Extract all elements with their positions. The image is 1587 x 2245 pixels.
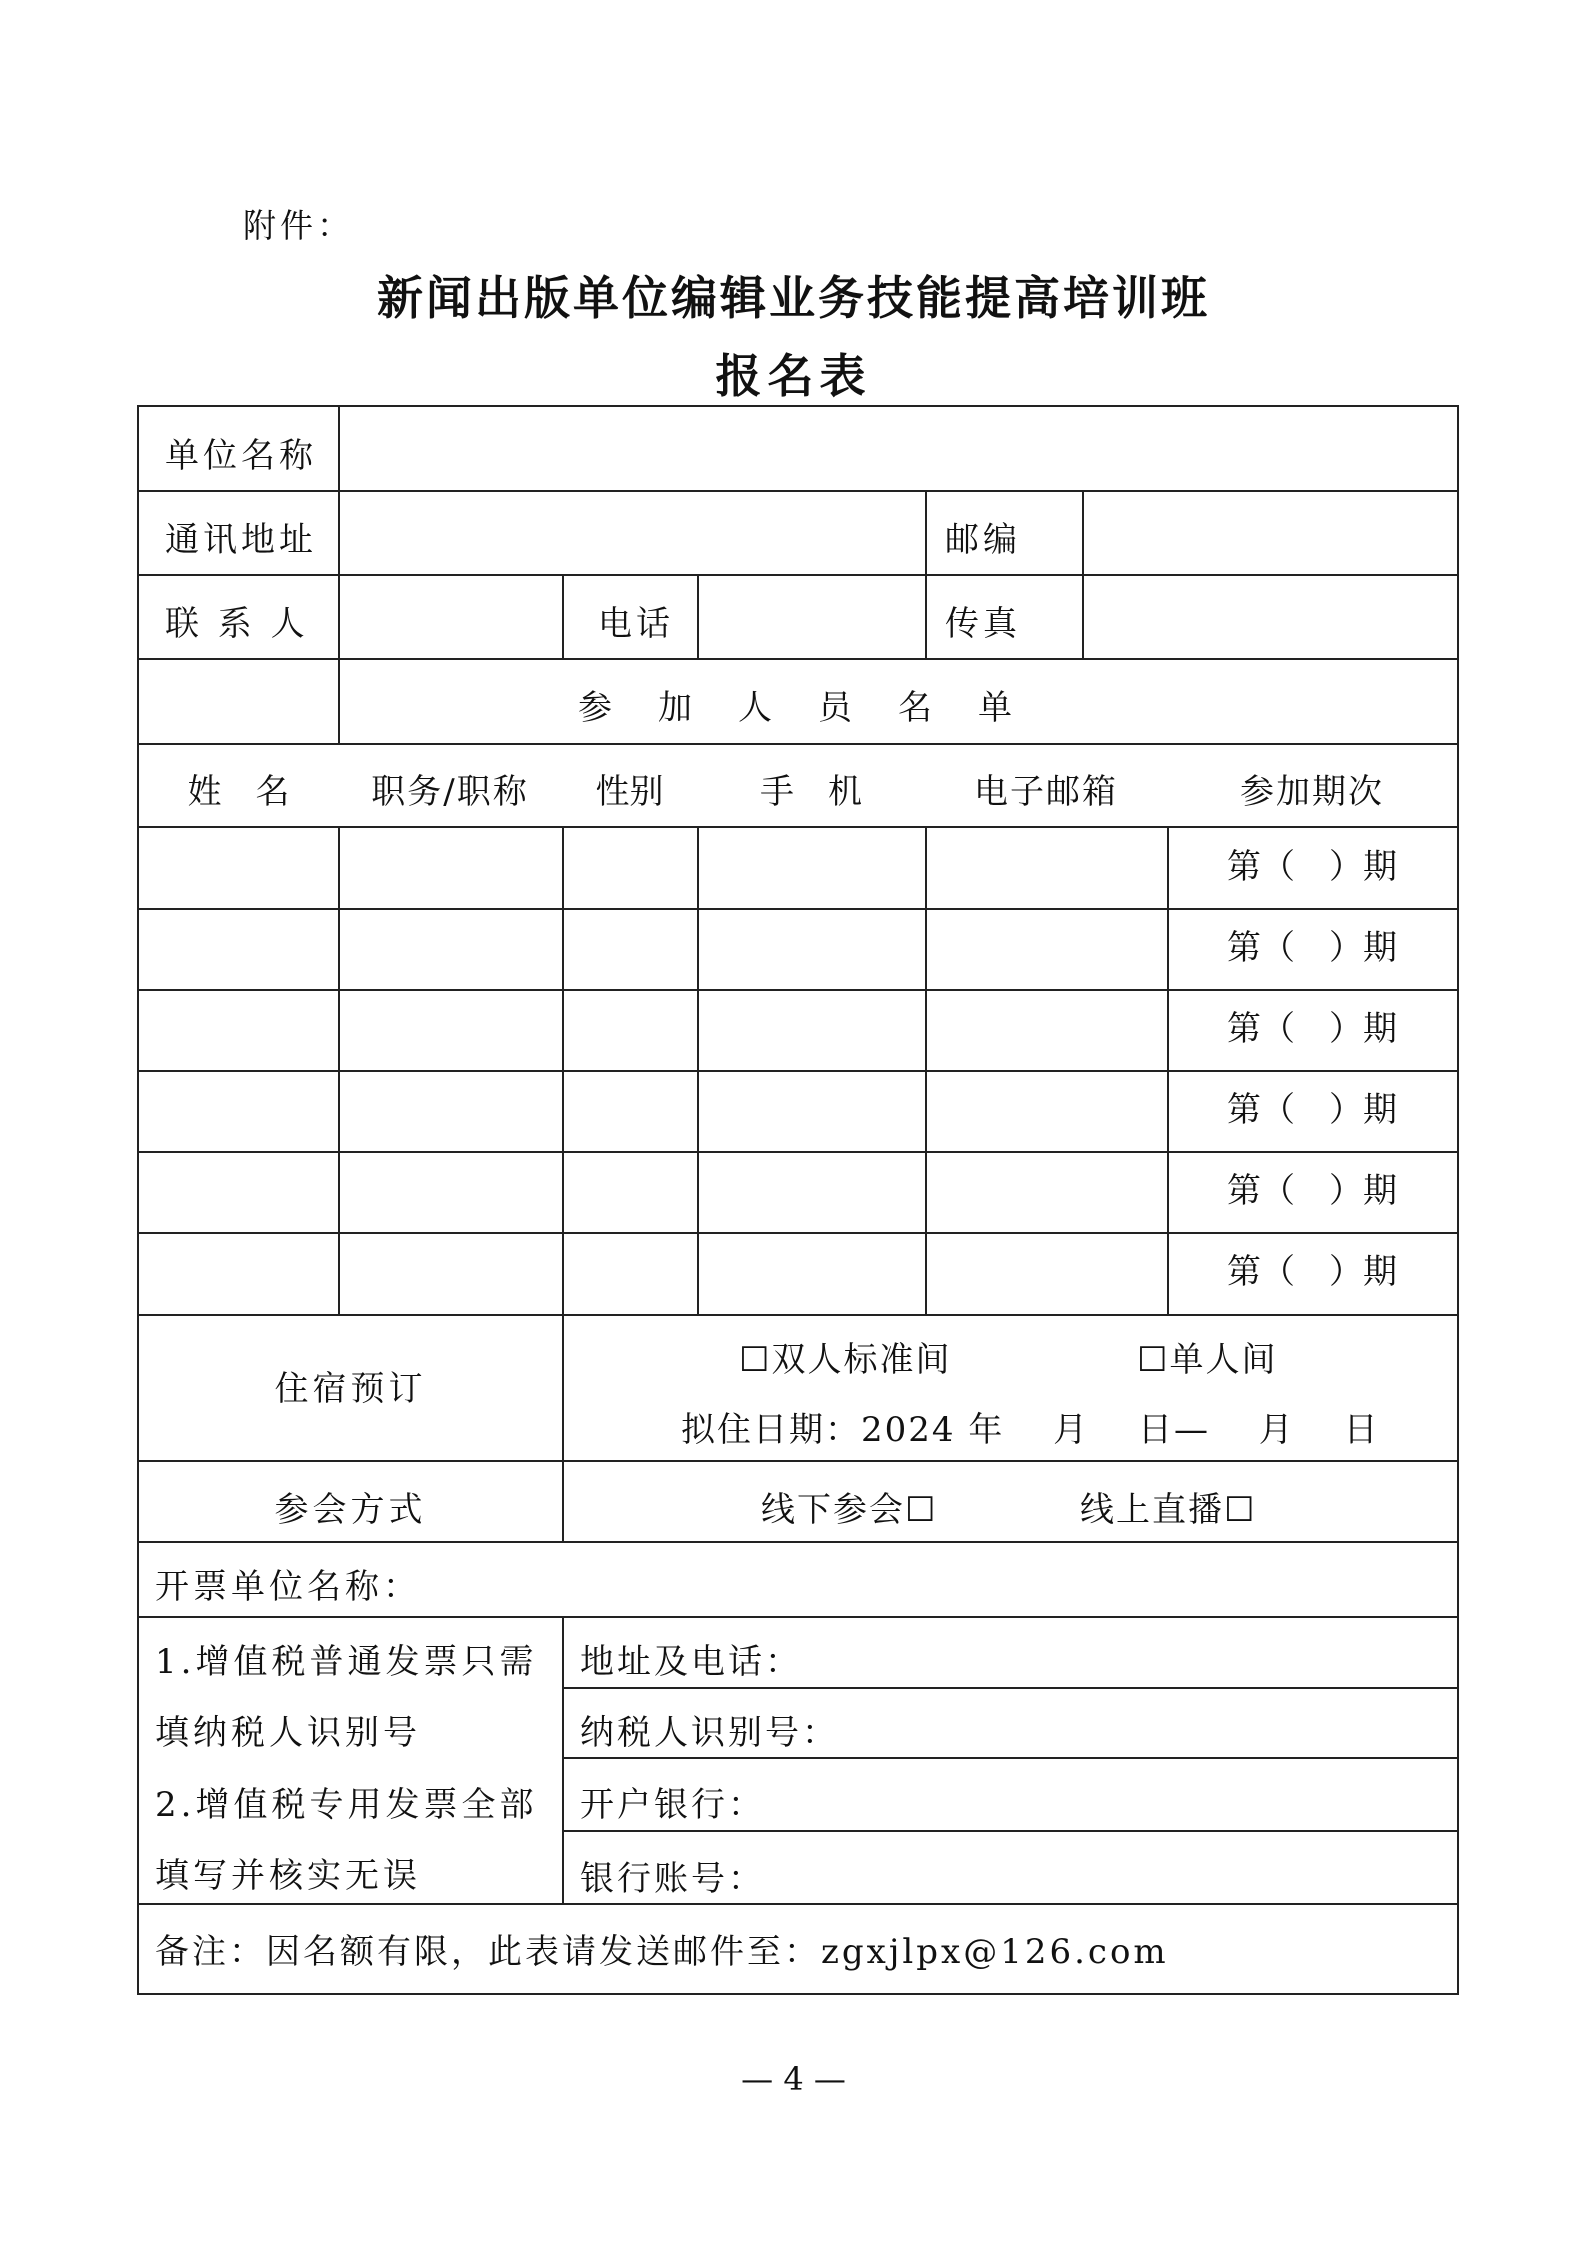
- session-cell: 第（ ）期: [1227, 1171, 1397, 1211]
- header-gender: 性别: [595, 772, 664, 812]
- invoice-address-phone-label: 地址及电话：: [580, 1642, 802, 1682]
- online-option[interactable]: 线上直播☐: [1080, 1490, 1257, 1530]
- unit-name-label: 单位名称: [165, 436, 317, 476]
- remark-text: 备注：因名额有限，此表请发送邮件至：zgxjlpx@126.com: [155, 1932, 1169, 1972]
- form-title: 新闻出版单位编辑业务技能提高培训班: [377, 271, 1210, 325]
- invoice-bank-label: 开户银行：: [580, 1785, 765, 1825]
- contact-label: 联 系 人: [165, 604, 309, 644]
- invoice-account-label: 银行账号：: [580, 1859, 765, 1899]
- registration-form: [137, 405, 1459, 1995]
- header-mobile: 手 机: [760, 772, 862, 812]
- invoice-note-line: 1.增值税普通发票只需: [155, 1642, 538, 1682]
- header-session: 参加期次: [1240, 772, 1384, 812]
- single-room-option[interactable]: ☐单人间: [1137, 1340, 1278, 1380]
- double-room-option[interactable]: ☐双人标准间: [739, 1340, 952, 1380]
- invoice-company-label: 开票单位名称：: [155, 1567, 421, 1607]
- session-cell: 第（ ）期: [1227, 847, 1397, 887]
- participants-section-title: 参 加 人 员 名 单: [578, 688, 1018, 728]
- session-cell: 第（ ）期: [1227, 1009, 1397, 1049]
- page-number: — 4 —: [741, 2060, 846, 2098]
- header-email: 电子邮箱: [974, 772, 1118, 812]
- postcode-label: 邮编: [945, 520, 1021, 560]
- header-title: 职务/职称: [371, 772, 529, 812]
- session-cell: 第（ ）期: [1227, 1252, 1397, 1292]
- invoice-note-line: 填纳税人识别号: [155, 1713, 421, 1753]
- attachment-label: 附件：: [243, 206, 354, 245]
- address-label: 通讯地址: [165, 520, 317, 560]
- offline-option[interactable]: 线下参会☐: [761, 1490, 938, 1530]
- form-subtitle: 报名表: [715, 349, 872, 403]
- header-name: 姓 名: [187, 772, 290, 812]
- invoice-taxpayer-id-label: 纳税人识别号：: [580, 1713, 839, 1753]
- attendance-label: 参会方式: [274, 1490, 427, 1530]
- stay-date-line: 拟住日期：2024 年 月 日— 月 日: [681, 1410, 1380, 1450]
- session-cell: 第（ ）期: [1227, 1090, 1397, 1130]
- invoice-note-line: 填写并核实无误: [155, 1856, 421, 1896]
- phone-label: 电话: [598, 604, 674, 644]
- invoice-note-line: 2.增值税专用发票全部: [155, 1785, 538, 1825]
- session-cell: 第（ ）期: [1227, 928, 1397, 968]
- fax-label: 传真: [945, 604, 1021, 644]
- lodging-label: 住宿预订: [274, 1369, 427, 1409]
